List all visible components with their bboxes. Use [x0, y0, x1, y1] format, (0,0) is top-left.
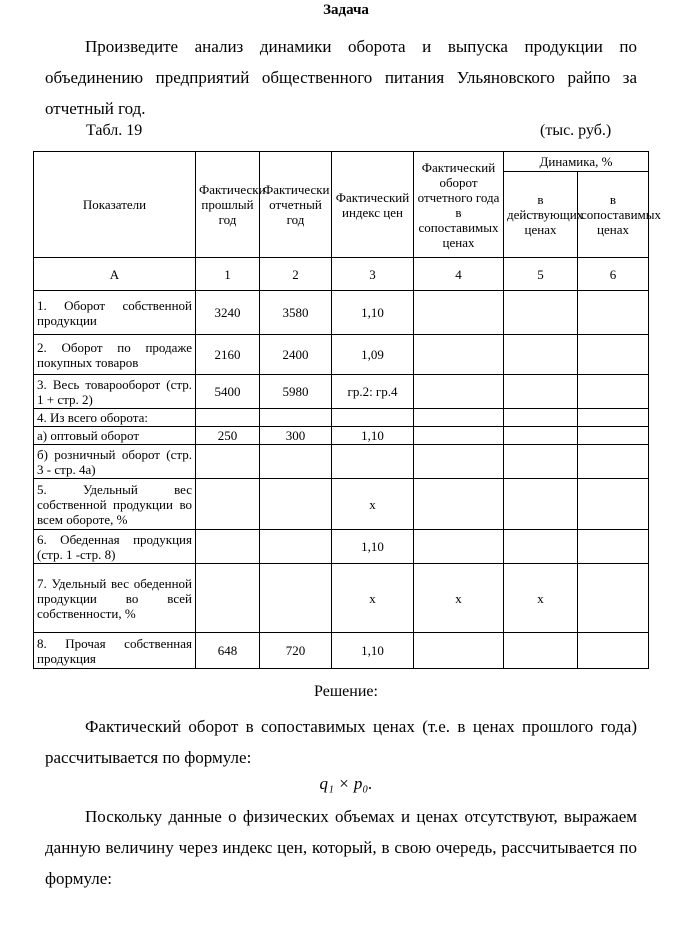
row-label: 7. Удельный вес обеденной продукции во всей собственности, %: [34, 564, 196, 633]
table-cell: 250: [196, 427, 260, 445]
table-cell: [578, 633, 649, 669]
header-current-prices: в действующих ценах: [504, 172, 578, 258]
header-report-year: Фактически отчетный год: [260, 152, 332, 258]
table-cell: х: [332, 564, 414, 633]
table-cell: [504, 375, 578, 409]
table-cell: [260, 445, 332, 479]
table-cell: [414, 409, 504, 427]
column-number: А: [34, 258, 196, 291]
column-number: 3: [332, 258, 414, 291]
row-label: 1. Оборот собственной продукции: [34, 291, 196, 335]
table-row: [34, 633, 649, 669]
column-number: 5: [504, 258, 578, 291]
column-number: 6: [578, 258, 649, 291]
table-cell: [260, 530, 332, 564]
table-cell: х: [332, 479, 414, 530]
table-cell: 5400: [196, 375, 260, 409]
table-row: [34, 409, 649, 427]
table-cell: [578, 479, 649, 530]
table-cell: [504, 530, 578, 564]
row-label: 2. Оборот по продаже покупных товаров: [34, 335, 196, 375]
table-cell: [414, 291, 504, 335]
header-dynamics: Динамика, %: [504, 152, 649, 172]
table-cell: [504, 409, 578, 427]
table-row: [34, 530, 649, 564]
table-cell: [260, 409, 332, 427]
table-cell: [414, 375, 504, 409]
row-label: 3. Весь товарооборот (стр. 1 + стр. 2): [34, 375, 196, 409]
table-cell: 1,10: [332, 291, 414, 335]
header-price-index: Фактический индекс цен: [332, 152, 414, 258]
table-cell: 720: [260, 633, 332, 669]
table-row: [34, 335, 649, 375]
table-cell: [414, 427, 504, 445]
table-cell: [578, 530, 649, 564]
table-cell: [578, 564, 649, 633]
table-cell: [414, 633, 504, 669]
table-cell: 2400: [260, 335, 332, 375]
table-cell: 1,10: [332, 633, 414, 669]
task-text: Произведите анализ динамики оборота и выпуска продукции по объединению предприятий общественного питания Ульяновского райпо за отчетный год.: [45, 37, 637, 118]
solution-heading: Решение:: [314, 683, 378, 700]
data-table: [33, 151, 661, 669]
table-units: (тыс. руб.): [540, 122, 612, 139]
table-cell: [414, 479, 504, 530]
table-row: [34, 291, 649, 335]
table-cell: [196, 409, 260, 427]
table-cell: 3240: [196, 291, 260, 335]
table-cell: [414, 335, 504, 375]
solution-paragraph-1: Фактический оборот в сопоставимых ценах (т.е. в ценах прошлого года) рассчитывается по формуле:: [45, 717, 637, 767]
table-cell: х: [414, 564, 504, 633]
table-cell: 5980: [260, 375, 332, 409]
table-cell: [414, 445, 504, 479]
table-row: [34, 427, 649, 445]
column-numbers-row: [34, 258, 649, 291]
table-cell: [260, 479, 332, 530]
table-cell: 2160: [196, 335, 260, 375]
task-title: Задача: [323, 2, 369, 18]
header-prev-year: Фактически прошлый год: [196, 152, 260, 258]
table-cell: [578, 335, 649, 375]
table-row: [34, 479, 649, 530]
table-cell: [196, 530, 260, 564]
table-label: Табл. 19: [86, 122, 143, 139]
formula: q₁ × p₀.: [319, 774, 373, 793]
table-cell: 1,09: [332, 335, 414, 375]
table-cell: х: [504, 564, 578, 633]
row-label: 4. Из всего оборота:: [34, 409, 196, 427]
column-number: 4: [414, 258, 504, 291]
table-cell: [578, 409, 649, 427]
table-cell: [504, 633, 578, 669]
row-label: 5. Удельный вес собственной продукции во всем обороте, %: [34, 479, 196, 530]
table-cell: [504, 335, 578, 375]
table-cell: [260, 564, 332, 633]
table-cell: [504, 427, 578, 445]
table-cell: [504, 445, 578, 479]
solution-paragraph-2: Поскольку данные о физических объемах и ценах отсутствуют, выражаем данную величину через индекс цен, который, в свою очередь, рассчитывается по формуле:: [45, 807, 637, 888]
row-label: 8. Прочая собственная продукция: [34, 633, 196, 669]
table-cell: [578, 375, 649, 409]
header-indicators: Показатели: [34, 152, 196, 258]
table-cell: [332, 409, 414, 427]
table-cell: 3580: [260, 291, 332, 335]
table-cell: [332, 445, 414, 479]
table-row: [34, 375, 649, 409]
table-row: [34, 445, 649, 479]
table-cell: [504, 291, 578, 335]
table-cell: [504, 479, 578, 530]
table-cell: [196, 564, 260, 633]
table-cell: [196, 445, 260, 479]
table-cell: гр.2: гр.4: [332, 375, 414, 409]
header-comparable: Фактический оборот отчетного года в сопоставимых ценах: [414, 152, 504, 258]
table-cell: [196, 479, 260, 530]
row-label: 6. Обеденная продукция (стр. 1 -стр. 8): [34, 530, 196, 564]
table-cell: 1,10: [332, 530, 414, 564]
column-number: 2: [260, 258, 332, 291]
table-cell: [578, 427, 649, 445]
table-cell: 648: [196, 633, 260, 669]
row-label: б) розничный оборот (стр. 3 - стр. 4а): [34, 445, 196, 479]
table-cell: [414, 530, 504, 564]
table-cell: 300: [260, 427, 332, 445]
row-label: а) оптовый оборот: [34, 427, 196, 445]
table-row: [34, 564, 649, 633]
table-cell: 1,10: [332, 427, 414, 445]
table-cell: [578, 445, 649, 479]
header-comparable-prices: в сопоставимых ценах: [578, 172, 649, 258]
column-number: 1: [196, 258, 260, 291]
table-cell: [578, 291, 649, 335]
